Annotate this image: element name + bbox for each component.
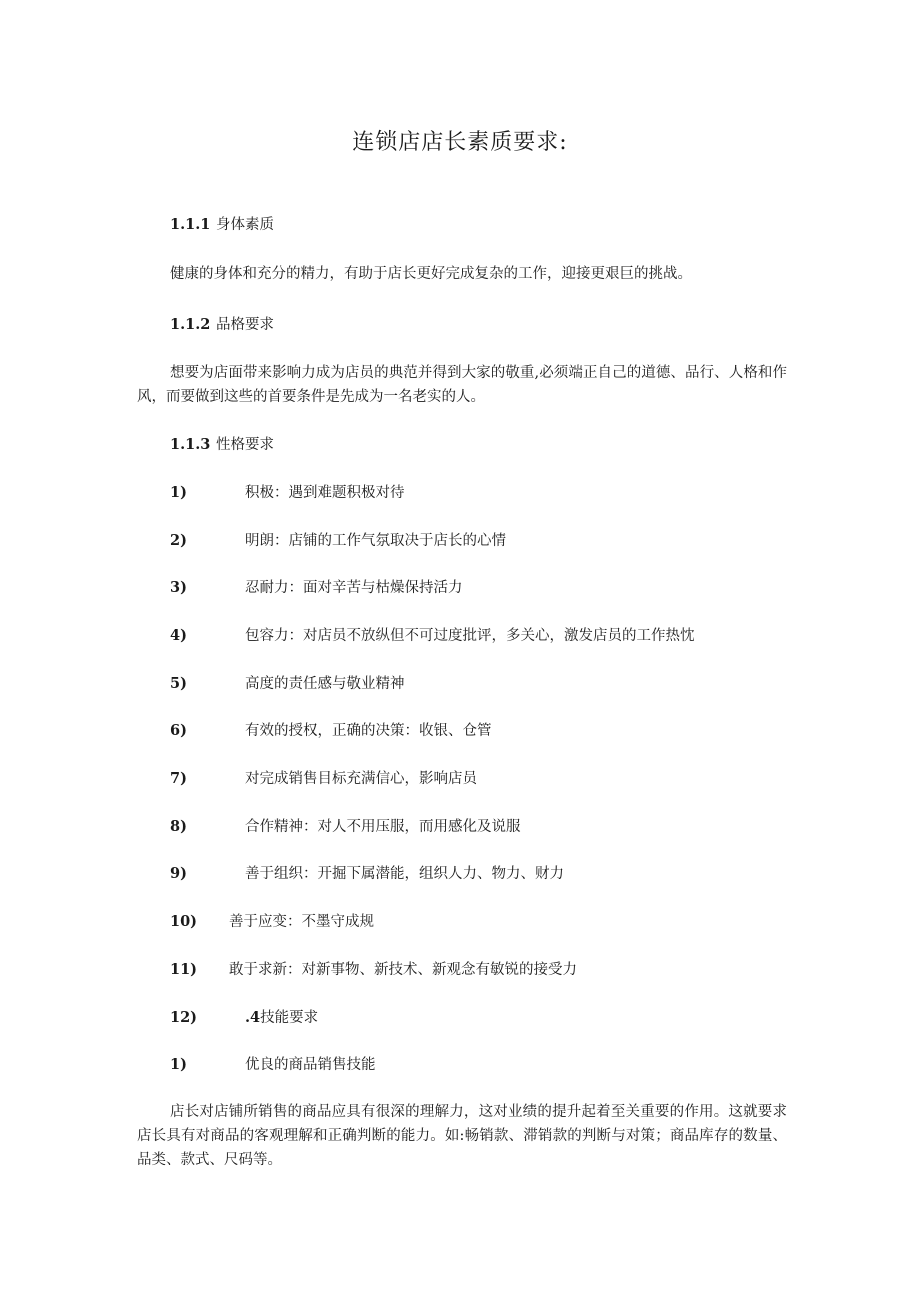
list-item-number: 8) bbox=[170, 818, 187, 835]
list-item-number: 9) bbox=[170, 865, 187, 882]
list-item-text: 善于应变：不墨守成规 bbox=[229, 914, 374, 930]
section-number: 1.1.3 bbox=[170, 436, 211, 453]
list-item bbox=[170, 960, 577, 980]
section-number: 1.1.1 bbox=[170, 216, 211, 233]
list-item-text: 善于组织：开掘下属潜能，组织人力、物力、财力 bbox=[245, 866, 564, 882]
section-heading-personality bbox=[170, 435, 274, 455]
list-item-number: 11) bbox=[170, 961, 198, 978]
section-heading-character bbox=[170, 315, 274, 335]
list-item-number: 1) bbox=[170, 1056, 187, 1073]
list-item bbox=[170, 578, 463, 598]
list-item-text: 优良的商品销售技能 bbox=[245, 1057, 376, 1073]
list-item-number: 10) bbox=[170, 913, 198, 930]
list-item-text: 敢于求新：对新事物、新技术、新观念有敏锐的接受力 bbox=[229, 962, 577, 978]
list-item-text: 高度的责任感与敬业精神 bbox=[245, 676, 405, 692]
list-item bbox=[170, 1055, 376, 1075]
section-paragraph-physical: 健康的身体和充分的精力，有助于店长更好完成复杂的工作，迎接更艰巨的挑战。 bbox=[170, 266, 692, 282]
list-item-number: 2) bbox=[170, 532, 187, 549]
list-item bbox=[170, 721, 492, 741]
list-item-number: 5) bbox=[170, 675, 187, 692]
list-item bbox=[170, 674, 405, 694]
section-heading-text: 品格要求 bbox=[216, 317, 274, 333]
list-item bbox=[170, 769, 477, 789]
document-title: 连锁店店长素质要求: bbox=[352, 130, 568, 155]
list-item-number: 1) bbox=[170, 484, 187, 501]
section-number: 1.1.2 bbox=[170, 316, 211, 333]
list-item-number: 12) bbox=[170, 1009, 198, 1026]
section-paragraph-character: 想要为店面带来影响力成为店员的典范并得到大家的敬重,必须端正自己的道德、品行、人格和作风，而要做到这些的首要条件是先成为一名老实的人。 bbox=[137, 365, 787, 405]
list-item-text: 包容力：对店员不放纵但不可过度批评，多关心，激发店员的工作热忱 bbox=[245, 628, 695, 644]
list-item-text: 技能要求 bbox=[260, 1010, 319, 1026]
section-heading-text: 身体素质 bbox=[216, 217, 274, 233]
list-item-text: 忍耐力：面对辛苦与枯燥保持活力 bbox=[245, 580, 463, 596]
list-item-number: 4) bbox=[170, 627, 187, 644]
list-item-number: 3) bbox=[170, 579, 187, 596]
list-item bbox=[170, 912, 374, 932]
list-item-text: 积极：遇到难题积极对待 bbox=[245, 485, 405, 501]
list-item-text: 明朗：店铺的工作气氛取决于店长的心情 bbox=[245, 533, 506, 549]
list-item-number: 6) bbox=[170, 722, 187, 739]
list-item-text: 有效的授权，正确的决策：收银、仓管 bbox=[245, 723, 492, 739]
list-item-number: 7) bbox=[170, 770, 187, 787]
list-item bbox=[170, 483, 405, 503]
list-item bbox=[170, 864, 564, 884]
list-item bbox=[170, 531, 506, 551]
section-paragraph-skills: 店长对店铺所销售的商品应具有很深的理解力，这对业绩的提升起着至关重要的作用。这就要求店长具有对商品的客观理解和正确判断的能力。如:畅销款、滞销款的判断与对策；商品库存的数量、品类、款式、尺码等。 bbox=[137, 1104, 787, 1168]
list-item bbox=[170, 1008, 318, 1028]
list-item-prefix: .4 bbox=[245, 1009, 261, 1026]
list-item-text: 合作精神：对人不用压服，而用感化及说服 bbox=[245, 819, 521, 835]
section-heading-text: 性格要求 bbox=[216, 437, 274, 453]
list-item-text: 对完成销售目标充满信心，影响店员 bbox=[245, 771, 477, 787]
section-heading-physical bbox=[170, 215, 274, 235]
list-item bbox=[170, 626, 695, 646]
list-item bbox=[170, 817, 521, 837]
